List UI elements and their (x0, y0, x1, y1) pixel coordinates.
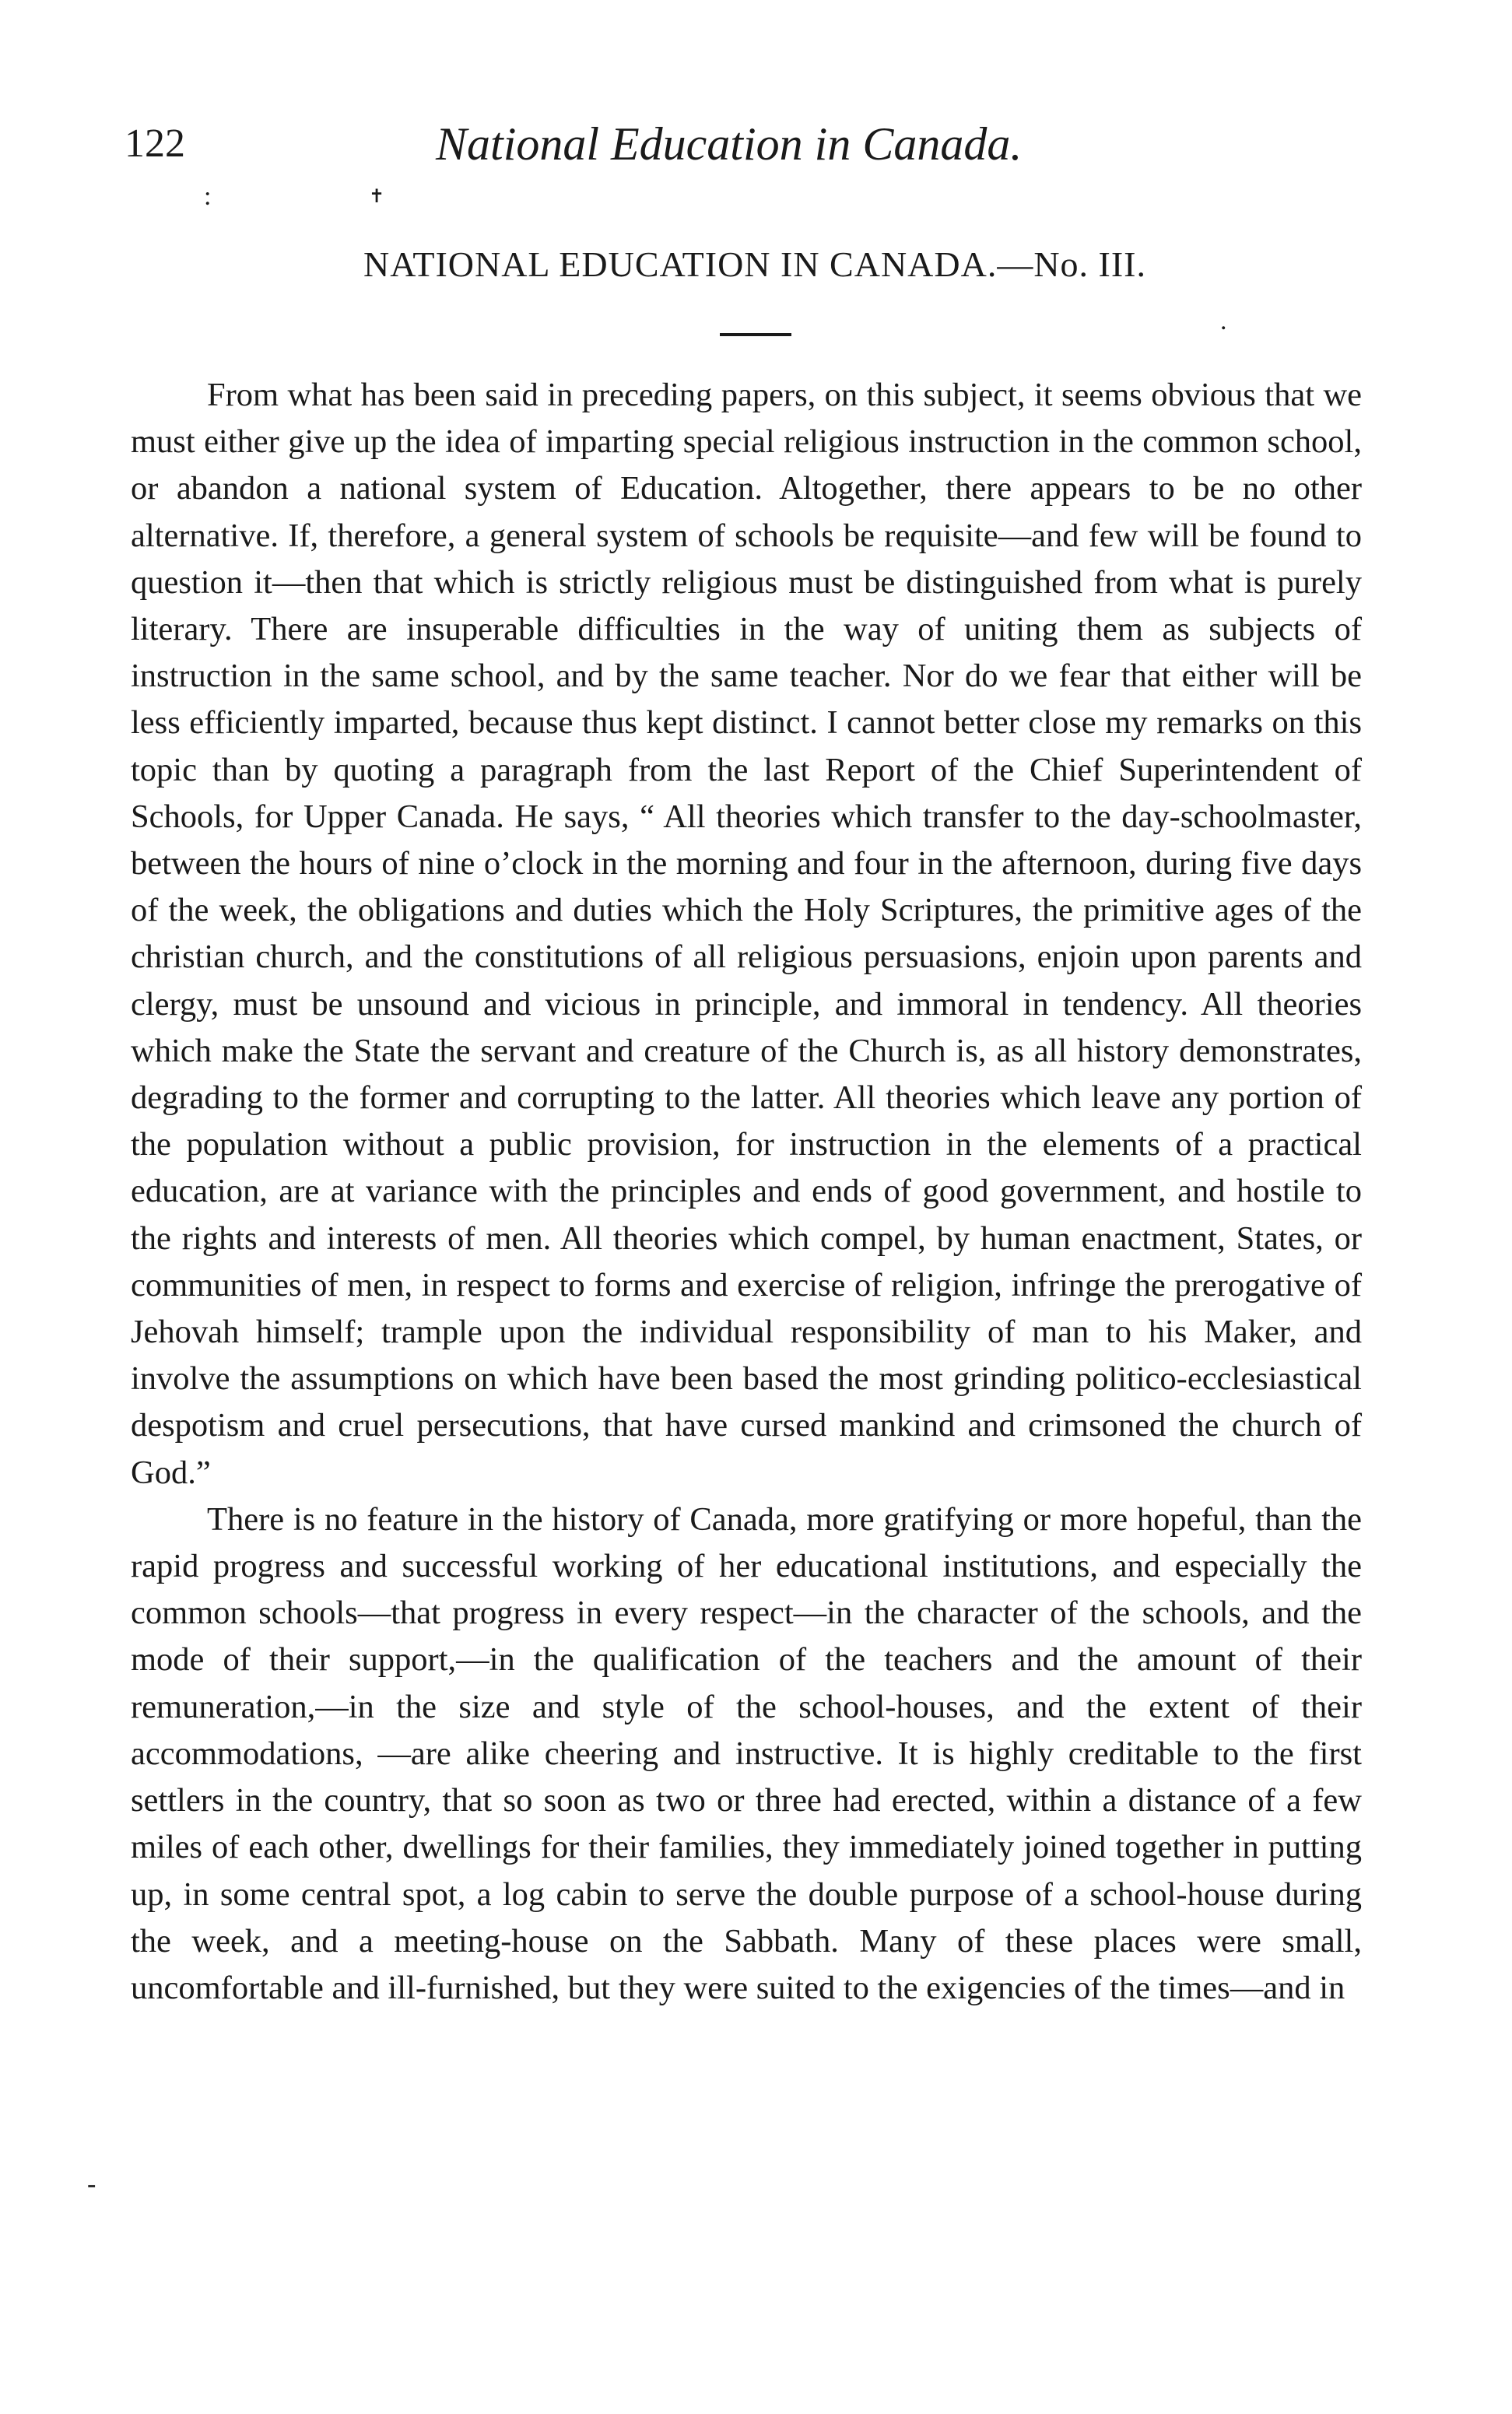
stray-dagger-mark: ✝ (369, 187, 385, 207)
stray-dot-mark: . (1220, 307, 1227, 335)
title-divider-rule (720, 333, 791, 336)
article-body (131, 372, 1362, 2012)
paragraph: From what has been said in preceding papers, on this subject, it seems obvious that we must either give up the idea of imparting special religious instruction in the common school, or abandon a national system of Education. Altogether, there appears to be no other alternative. If, therefore, a general system of schools be requisite—and few will be found to question it—then that which is strictly religious must be distinguished from what is purely literary. There are insuperable difficulties in the way of uniting them as subjects of instruction in the same school, and by the same teacher. Nor do we fear that either will be less efficiently imparted, because thus kept distinct. I cannot better close my remarks on this topic than by quoting a paragraph from the last Report of the Chief Superintendent of Schools, for Upper Canada. He says, “ All theories which transfer to the day-schoolmaster, between the hours of nine o’clock in the morning and four in the afternoon, during five days of the week, the obligations and duties which the Holy Scriptures, the primitive ages of the christian church, and the constitutions of all religious persuasions, enjoin upon parents and clergy, must be unsound and vicious in principle, and immoral in tendency. All theories which make the State the servant and creature of the Church is, as all history demonstrates, degrading to the former and corrupting to the latter. All theories which leave any portion of the population without a public provision, for instruction in the elements of a practical education, are at variance with the principles and ends of good government, and hostile to the rights and interests of men. All theories which compel, by human enactment, States, or communities of men, in respect to forms and exercise of religion, infringe the prerogative of Jehovah himself; trample upon the individual responsibility of man to his Maker, and involve the assumptions on which have been based the most grinding politico-ecclesiastical despotism and cruel persecutions, that have cursed mankind and crimsoned the church of God.” (131, 377, 1362, 1491)
stray-dash-mark: - (87, 2170, 96, 2198)
page-number: 122 (125, 121, 185, 166)
article-title: NATIONAL EDUCATION IN CANADA.—No. III. (363, 244, 1146, 284)
running-title: National Education in Canada. (436, 118, 1023, 170)
running-header (125, 117, 1385, 179)
stray-colon-mark: : (204, 182, 212, 211)
paragraph: There is no feature in the history of Canada, more gratifying or more hopeful, than the rapid progress and successful working of her educational institutions, and especially the common schools—that progress in every respect—in the character of the schools, and the mode of their support,—in the qualification of the teachers and the amount of their remuneration,—in the size and style of the school-houses, and the extent of their accommodations, —are alike cheering and instructive. It is highly creditable to the first settlers in the country, that so soon as two or three had erected, within a distance of a few miles of each other, dwellings for their families, they immediately joined together in putting up, in some central spot, a log cabin to serve the double purpose of a school-house during the week, and a meeting-house on the Sabbath. Many of these places were small, uncomfortable and ill-furnished, but they were suited to the exigencies of the times—and in (131, 1500, 1362, 2006)
